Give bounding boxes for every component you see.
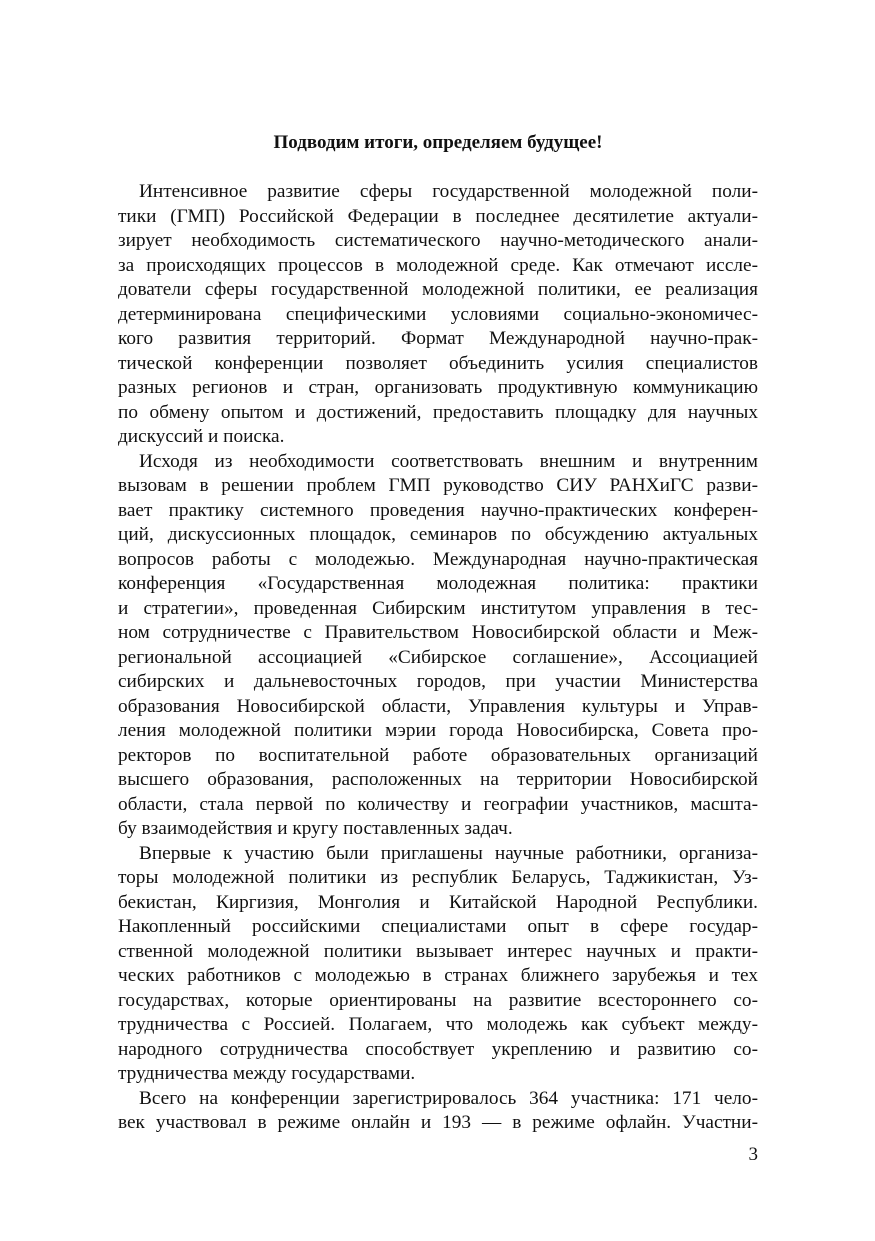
text-line: Всего на конференции зарегистрировалось 364 участника: 171 чело-: [139, 1087, 758, 1109]
text-line: торы молодежной политики из республик Беларусь, Таджикистан, Уз-: [118, 867, 758, 888]
text-line: вает практику системного проведения научно-практических конферен-: [118, 499, 758, 521]
text-line: вопросов работы с молодежью. Международная научно-практическая: [118, 548, 758, 570]
text-line: ственной молодежной политики вызывает интерес научных и практи-: [118, 940, 758, 962]
text-line: за происходящих процессов в молодежной среде. Как отмечают иссле-: [118, 254, 758, 276]
text-line: тической конференции позволяет объединить усилия специалистов: [118, 352, 758, 374]
text-line: Исходя из необходимости соответствовать внешним и внутренним: [139, 450, 758, 472]
document-title: Подводим итоги, определяем будущее!: [273, 132, 603, 153]
text-line: дователи сферы государственной молодежной политики, ее реализация: [118, 279, 758, 300]
text-line: по обмену опытом и достижений, предоставить площадку для научных: [118, 401, 758, 423]
text-line: государствах, которые ориентированы на развитие всестороннего со-: [118, 989, 758, 1011]
paragraph: [118, 842, 758, 1087]
text-line: народного сотрудничества способствует укреплению и развитию со-: [118, 1038, 758, 1060]
text-line: детерминирована специфическими условиями социально-экономичес-: [118, 303, 758, 325]
text-line: ческих работников с молодежью в странах ближнего зарубежья и тех: [118, 965, 758, 986]
text-line: ном сотрудничестве с Правительством Новосибирской области и Меж-: [118, 622, 758, 643]
document-body: [118, 180, 758, 1136]
text-line: разных регионов и стран, организовать продуктивную коммуникацию: [118, 377, 758, 398]
text-line: Накопленный российскими специалистами опыт в сфере государ-: [118, 916, 758, 937]
text-line: ректоров по воспитательной работе образовательных организаций: [118, 744, 758, 766]
paragraph: [118, 450, 758, 842]
text-line: зирует необходимость систематического научно-методического анали-: [118, 230, 758, 251]
text-line: Интенсивное развитие сферы государственной молодежной поли-: [139, 181, 758, 202]
text-line: региональной ассоциацией «Сибирское соглашение», Ассоциацией: [118, 646, 758, 668]
text-line: тики (ГМП) Российской Федерации в последнее десятилетие актуали-: [118, 205, 758, 227]
text-line: век участвовал в режиме онлайн и 193 — в режиме офлайн. Участни-: [118, 1112, 758, 1133]
text-line: области, стала первой по количеству и географии участников, масшта-: [118, 793, 758, 815]
text-line: вызовам в решении проблем ГМП руководство СИУ РАНХиГС разви-: [118, 475, 758, 496]
text-line: сибирских и дальневосточных городов, при участии Министерства: [118, 671, 758, 692]
text-line: трудничества с Россией. Полагаем, что молодежь как субъект между-: [118, 1014, 758, 1035]
paragraph: [118, 180, 758, 450]
text-line: бекистан, Киргизия, Монголия и Китайской Народной Республики.: [118, 891, 758, 913]
text-line: высшего образования, расположенных на территории Новосибирской: [118, 769, 758, 790]
text-line: образования Новосибирской области, Управления культуры и Управ-: [118, 695, 758, 717]
text-line: конференция «Государственная молодежная политика: практики: [118, 573, 758, 594]
text-line: и стратегии», проведенная Сибирским институтом управления в тес-: [118, 597, 758, 619]
text-line: Впервые к участию были приглашены научные работники, организа-: [139, 842, 758, 864]
text-line: трудничества между государствами.: [118, 1063, 416, 1084]
text-line: ций, дискуссионных площадок, семинаров по обсуждению актуальных: [118, 524, 758, 545]
text-line: дискуссий и поиска.: [118, 426, 285, 447]
page-number: 3: [748, 1144, 758, 1165]
text-line: ления молодежной политики мэрии города Новосибирска, Совета про-: [118, 720, 758, 741]
text-line: кого развития территорий. Формат Международной научно-прак-: [118, 328, 758, 349]
text-line: бу взаимодействия и кругу поставленных задач.: [118, 818, 513, 839]
paragraph: [118, 1087, 758, 1136]
